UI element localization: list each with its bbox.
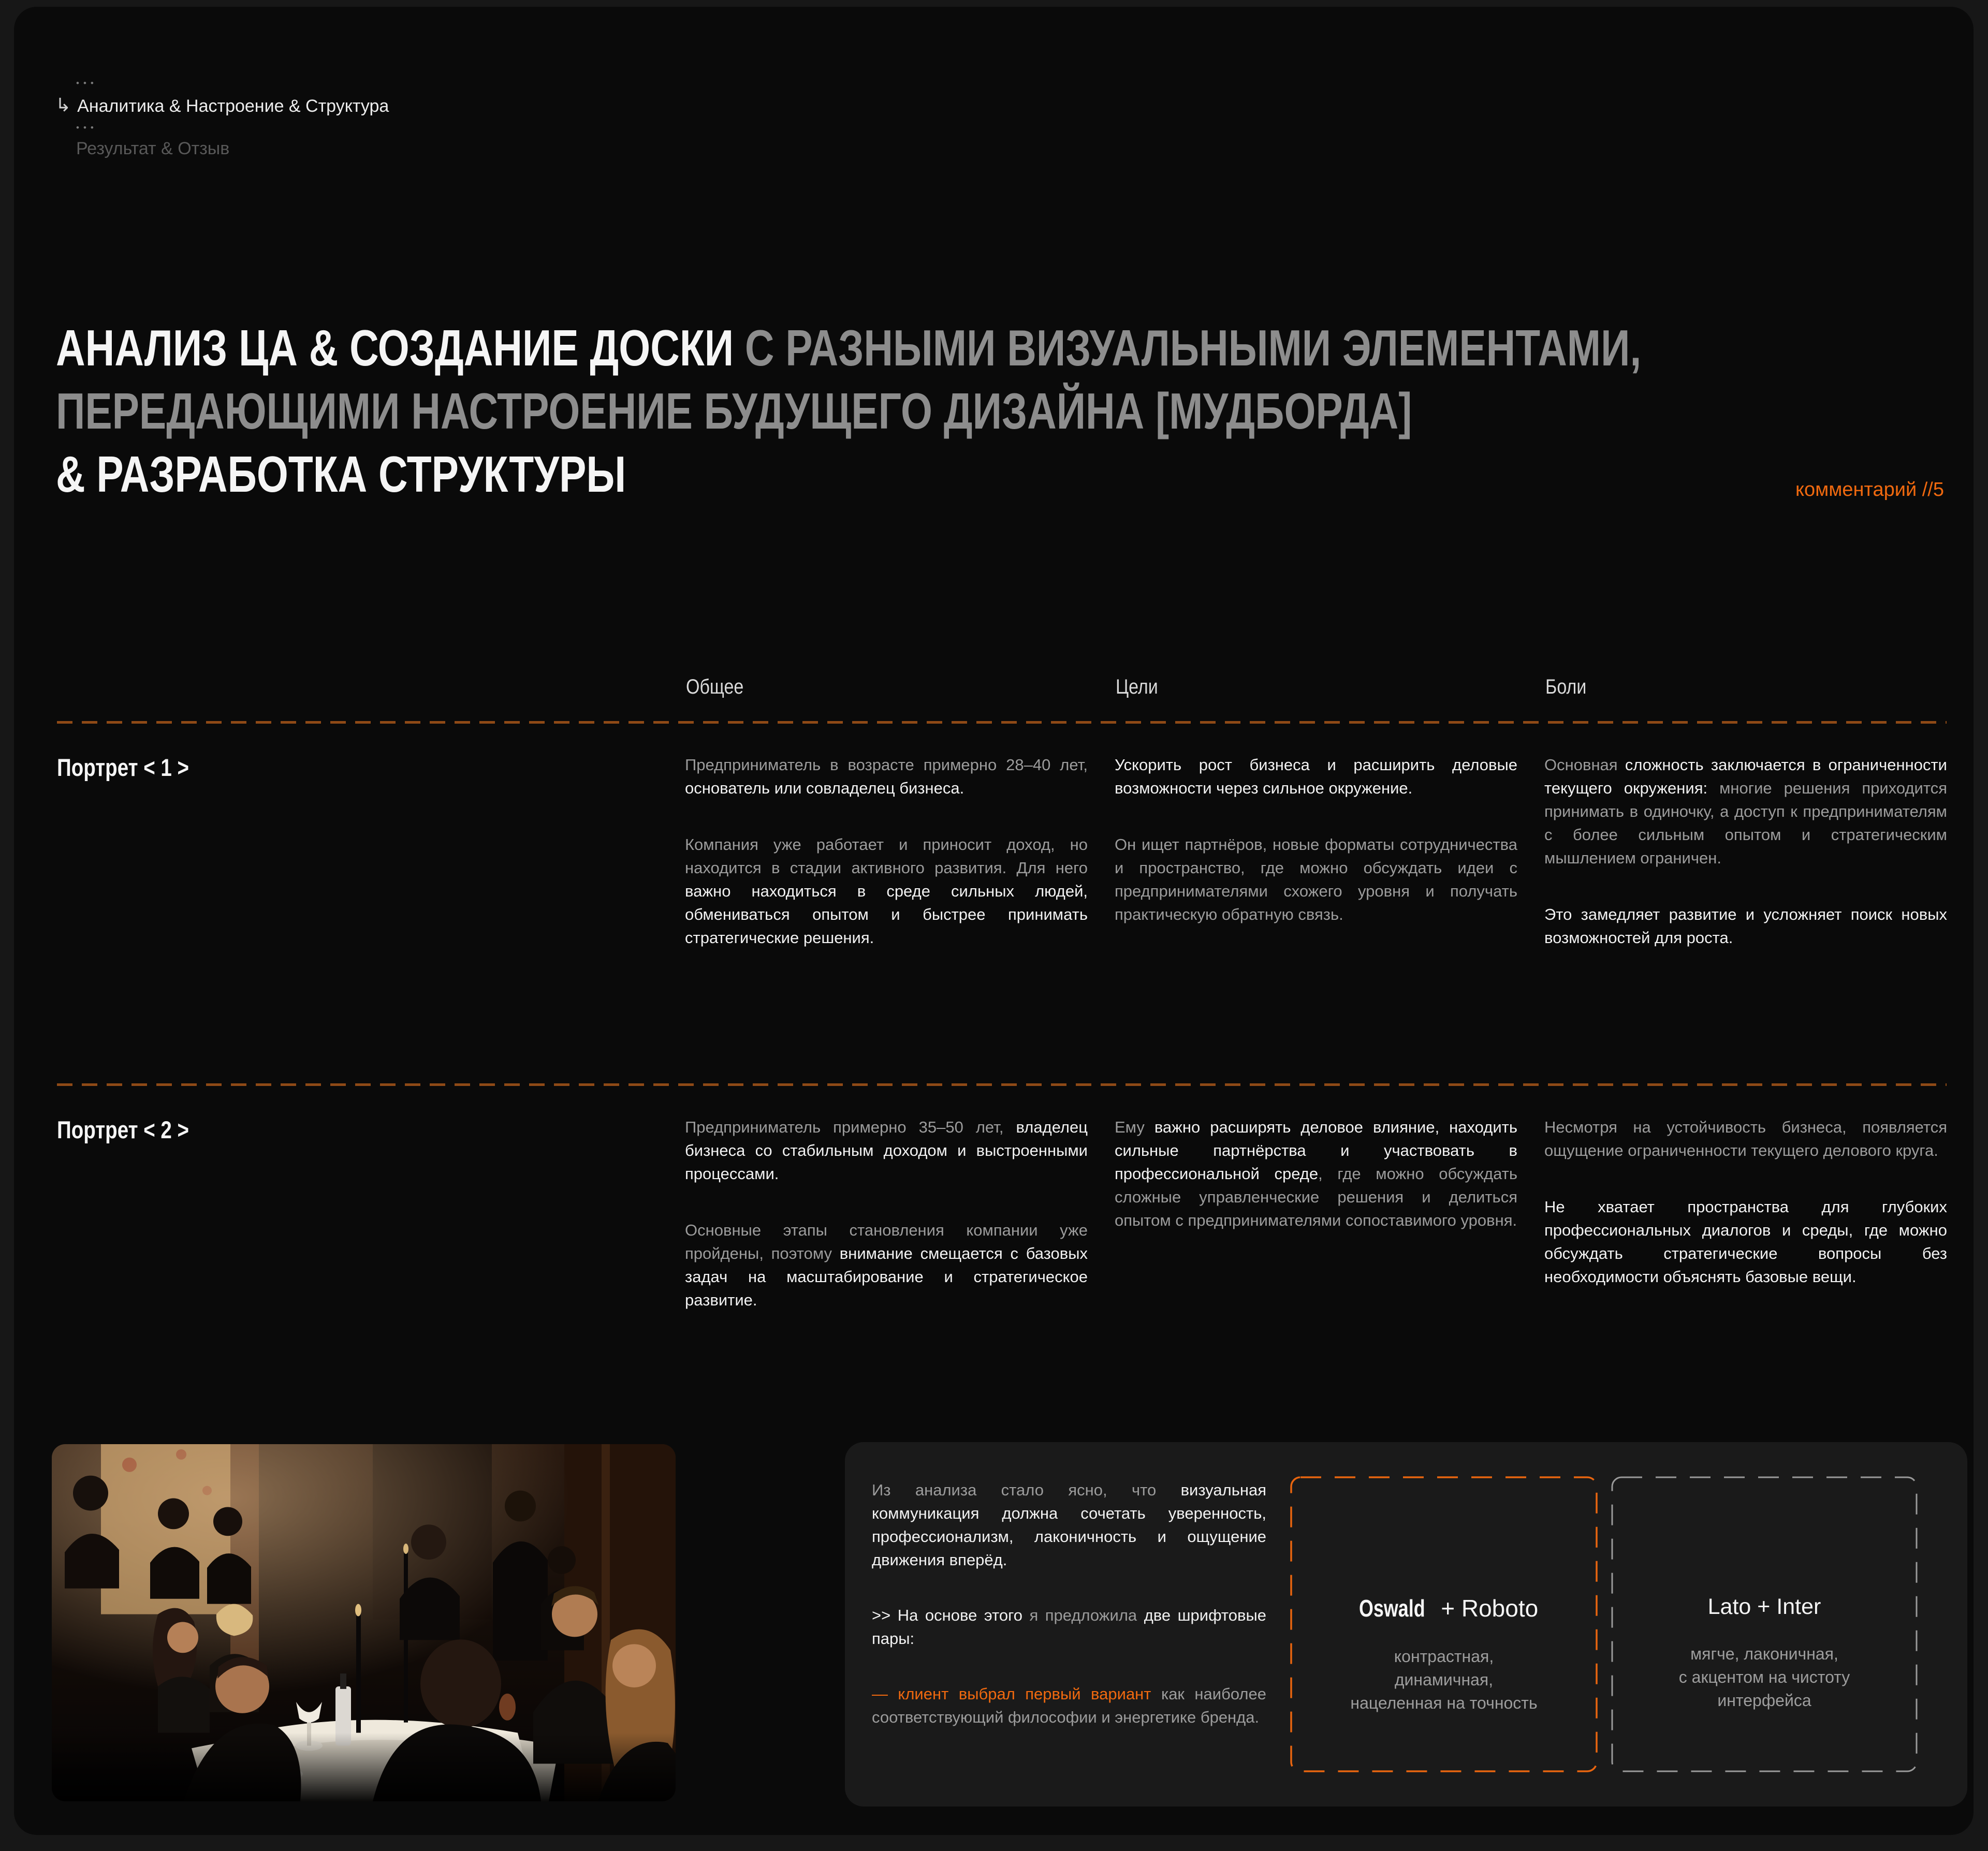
dinner-scene-illustration xyxy=(52,1444,676,1801)
font-pair-description xyxy=(1611,1642,1918,1712)
page-title-line1-white: АНАЛИЗ ЦА & СОЗДАНИЕ ДОСКИ xyxy=(56,319,734,376)
text-segment: важно находиться в среде сильных людей, обмениваться опытом и быстрее принимать стратегические решения. xyxy=(685,882,1088,947)
page-title-line3: & РАЗРАБОТКА СТРУКТУРЫ xyxy=(56,446,626,503)
page-title-line1-gray: С РАЗНЫМИ ВИЗУАЛЬНЫМИ ЭЛЕМЕНТАМИ, xyxy=(744,319,1642,376)
text-segment: Он ищет партнёров, новые форматы сотрудничества и пространство, где можно обсуждать идеи с предпринимателями схожего уровня и получать практическую обратную связь. xyxy=(1115,835,1517,923)
text-segment: Предприниматель в возрасте примерно 28–40 лет, xyxy=(685,756,1088,774)
comment-link[interactable]: комментарий //5 xyxy=(1795,479,1944,501)
text-segment: , где можно обсуждать сложные управленческие решения и делиться опытом с предпринимателями сопоставимого уровня. xyxy=(1115,1165,1517,1229)
text-segment: владелец бизнеса со стабильным доходом и выстроенными процессами. xyxy=(685,1118,1088,1183)
text-segment: внимание смещается с базовых задач на масштабирование и стратегическое развитие. xyxy=(685,1244,1088,1309)
desc-line: нацеленная на точность xyxy=(1350,1694,1538,1712)
font-pair-title xyxy=(1290,1594,1598,1622)
font-pair-description xyxy=(1290,1645,1598,1715)
networking-dinner-photo xyxy=(52,1444,676,1801)
font-pair-card-lato-inter[interactable] xyxy=(1611,1476,1918,1772)
persona-1-general xyxy=(685,753,1088,949)
breadcrumb-item-next[interactable]: Результат & Отзыв xyxy=(76,139,230,158)
breadcrumb-dots-bottom: ••• xyxy=(76,123,98,133)
text-segment: многие решения приходится принимать в одиночку, а доступ к предпринимателям с более сильным опытом и стратегическим мышлением ограничен. xyxy=(1544,779,1947,867)
persona-1-pains xyxy=(1544,753,1947,949)
font-pair-title: Lato + Inter xyxy=(1707,1594,1821,1619)
persona-2-general xyxy=(685,1115,1088,1312)
text-segment: Ускорить рост бизнеса и расширить деловые возможности через сильное окружение. xyxy=(1115,756,1517,797)
text-segment: как наиболее соответствующий философии и энергетике бренда. xyxy=(872,1685,1266,1726)
column-header-goals: Цели xyxy=(1116,675,1158,698)
desc-line: с акцентом на чистоту xyxy=(1678,1668,1850,1686)
column-header-pains: Боли xyxy=(1545,675,1587,698)
persona-1-goals xyxy=(1115,753,1517,926)
dashed-border-orange xyxy=(1290,1476,1598,1772)
desc-line: контрастная, xyxy=(1394,1647,1494,1666)
text-segment: Из анализа стало ясно, что xyxy=(872,1481,1181,1499)
breadcrumb-item-current[interactable]: Аналитика & Настроение & Структура xyxy=(77,96,389,116)
breadcrumb-dots-top: ••• xyxy=(76,78,98,88)
page-title-line2: ПЕРЕДАЮЩИМИ НАСТРОЕНИЕ БУДУЩЕГО ДИЗАЙНА [МУДБОРДА] xyxy=(56,383,1412,439)
text-segment: Ему xyxy=(1115,1118,1154,1136)
desc-line: интерфейса xyxy=(1717,1691,1811,1710)
desc-line: мягче, лаконичная, xyxy=(1690,1644,1838,1663)
client-choice-highlight: — клиент выбрал первый вариант xyxy=(872,1685,1151,1703)
persona-1-label: Портрет < 1 > xyxy=(57,754,189,781)
font-name-body: + Roboto xyxy=(1441,1595,1539,1622)
text-segment: Основная xyxy=(1544,756,1625,774)
insight-panel xyxy=(845,1442,1967,1806)
persona-2-goals xyxy=(1115,1115,1517,1232)
text-segment: Несмотря на устойчивость бизнеса, появляется ощущение ограниченности текущего делового круга. xyxy=(1544,1118,1947,1159)
text-segment: Компания уже работает и приносит доход, но находится в стадии активного развития. Для него xyxy=(685,835,1088,877)
text-segment: я предложила xyxy=(1029,1606,1144,1624)
font-pair-card-oswald-roboto[interactable] xyxy=(1290,1476,1598,1772)
text-segment: две шрифтовые пары: xyxy=(872,1606,1266,1648)
persona-2-label: Портрет < 2 > xyxy=(57,1116,189,1143)
text-segment: Предприниматель примерно 35–50 лет, xyxy=(685,1118,1016,1136)
text-segment: сложность заключается в ограниченности текущего окружения: xyxy=(1544,756,1948,797)
desc-line: динамичная, xyxy=(1394,1670,1494,1689)
arrow-down-right-icon: ↳ xyxy=(55,94,71,115)
page-title xyxy=(56,316,1930,506)
font-name-display: Oswald xyxy=(1358,1595,1425,1622)
text-segment: >> На основе этого xyxy=(872,1606,1030,1624)
text-segment: визуальная коммуникация должна сочетать уверенность, профессионализм, лаконичность и ощущение движения вперёд. xyxy=(872,1481,1266,1569)
persona-2-pains xyxy=(1544,1115,1947,1288)
column-header-general: Общее xyxy=(686,675,744,698)
case-study-page xyxy=(14,7,1974,1835)
text-segment: основатель или совладелец бизнеса. xyxy=(685,779,964,797)
dashed-separator xyxy=(57,721,1947,724)
breadcrumb xyxy=(55,78,389,160)
dashed-border-gray xyxy=(1611,1476,1918,1772)
insight-text xyxy=(872,1478,1266,1729)
text-segment: Не хватает пространства для глубоких профессиональных диалогов и среды, где можно обсуждать стратегические вопросы без необходимости объяснять базовые вещи. xyxy=(1544,1198,1947,1286)
text-segment: Основные этапы становления компании уже пройдены, поэтому xyxy=(685,1221,1088,1262)
dashed-separator xyxy=(57,1083,1947,1086)
text-segment: важно расширять деловое влияние, находить сильные партнёрства и участвовать в профессиональной среде xyxy=(1115,1118,1517,1183)
text-segment: Это замедляет развитие и усложняет поиск новых возможностей для роста. xyxy=(1544,905,1947,947)
